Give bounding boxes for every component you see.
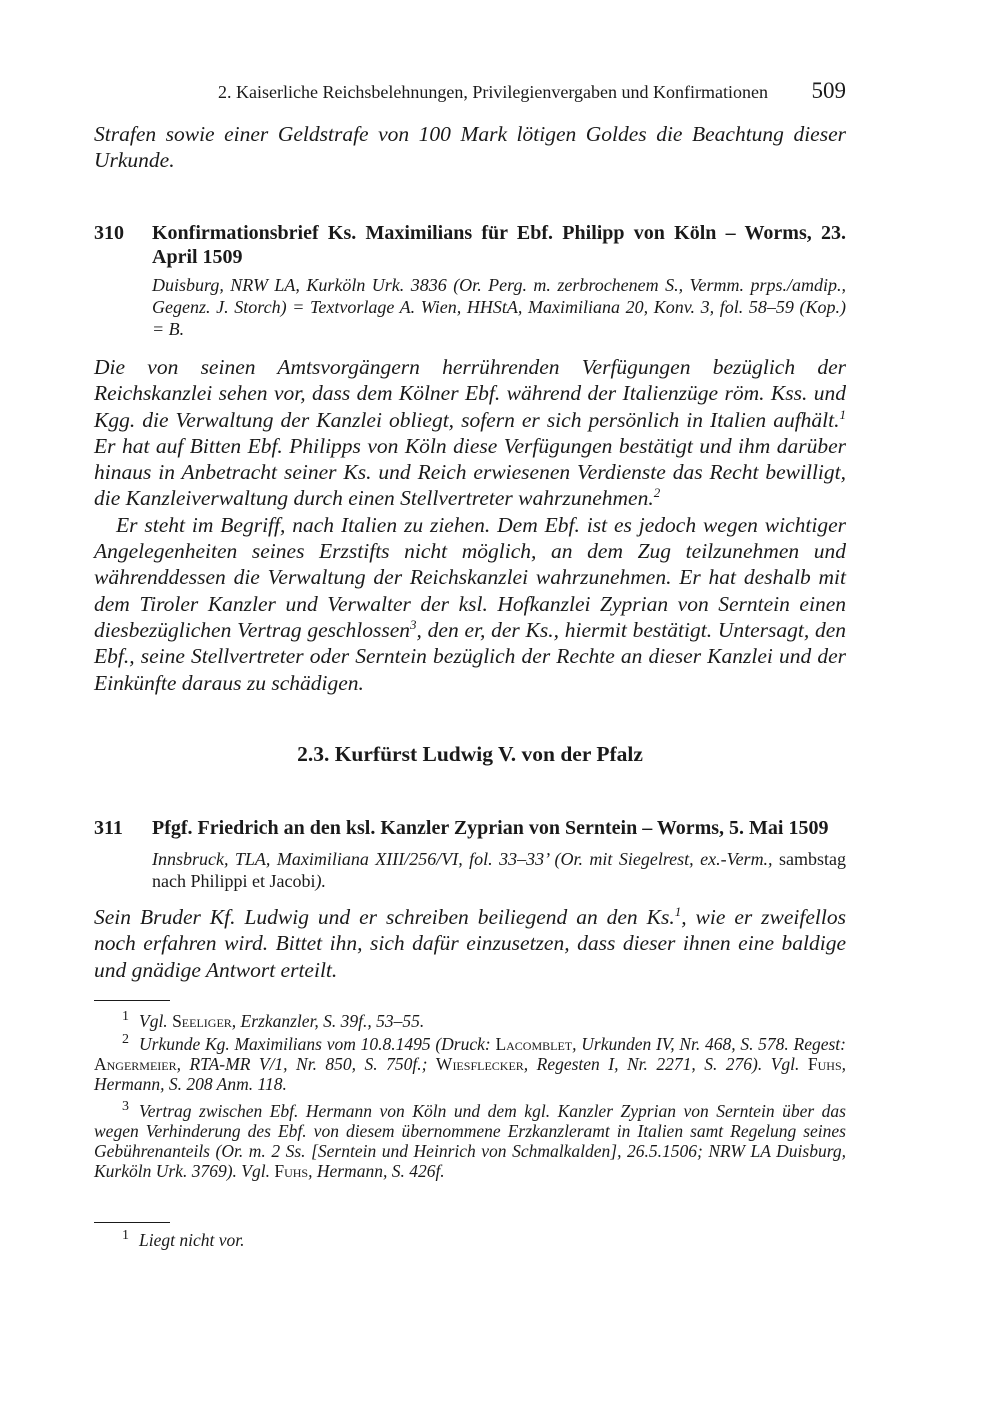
footnote-ref: 1 (674, 903, 682, 919)
running-head: 2. Kaiserliche Reichsbelehnungen, Privilegienvergaben und Konfirmationen (217, 82, 768, 102)
footnote-310-3 (94, 1101, 846, 1181)
footnote-310-1 (94, 1011, 846, 1031)
author-name: Seeliger (172, 1011, 232, 1031)
entry-310-body (94, 354, 846, 696)
footnote-text: , Hermann, S. 208 Anm. 118. (94, 1054, 846, 1094)
entry-311-body (94, 904, 846, 983)
entry-310-heading (94, 221, 846, 271)
source-text: Innsbruck, TLA, Maximiliana XIII/256/VI, fol. 33–33’ (Or. mit Siegelrest, ex.-Verm., (152, 849, 779, 869)
author-name: Fuhs (274, 1161, 309, 1181)
footnote-310-2 (94, 1034, 846, 1094)
entry-311-heading (94, 816, 846, 842)
entry-number: 310 (94, 222, 124, 244)
footnote-311-1 (94, 1230, 846, 1250)
section-heading: 2.3. Kurfürst Ludwig V. von der Pfalz (297, 742, 643, 766)
footnote-ref: 2 (653, 485, 661, 501)
continuation-paragraph: Strafen sowie einer Geldstrafe von 100 Mark lötigen Goldes die Beachtung dieser Urkunde. (94, 122, 846, 173)
paragraph-text: Er steht im Begriff, nach Italien zu ziehen. Dem Ebf. ist es jedoch wegen wichtiger Angelegenheiten seines Erzstifts nicht möglich, an dem Zug teilzunehmen und währenddessen die Verwaltung der Reichskanzlei wahrzunehmen. Er hat deshalb mit dem Tiroler Kanzler und Verwalter der ksl. Hofkanzlei Zyprian von Serntein einen diesbezüglichen Vertrag geschlossen (94, 512, 846, 642)
footnote-divider (94, 1000, 170, 1001)
entry-311-source (152, 848, 846, 892)
footnote-text: , Regesten I, Nr. 2271, S. 276). Vgl. (523, 1054, 808, 1074)
author-name: Fuhs (807, 1054, 842, 1074)
footnote-number: 1 (122, 1228, 129, 1244)
author-name: Lacomblet (495, 1034, 573, 1054)
entry-310-paragraph-1 (94, 354, 846, 512)
document-page (94, 0, 846, 1418)
page-header (94, 78, 846, 108)
footnote-ref: 3 (410, 616, 417, 632)
entry-title: Konfirmationsbrief Ks. Maximilians für Ebf. Philipp von Köln – Worms, 23. April 1509 (152, 222, 846, 268)
continuation-text (94, 121, 846, 174)
footnote-ref: 1 (839, 406, 846, 422)
footnote-text: , Hermann, S. 426f. (308, 1161, 445, 1181)
footnote-divider (94, 1222, 170, 1223)
footnote-text: Vgl. (139, 1011, 173, 1031)
source-date-quote: sambstag nach Philippi et Jacobi (152, 849, 846, 891)
paragraph-text: , den er, der Ks., hiermit bestätigt. Untersagt, den Ebf., seine Stellvertreter oder Serntein bezüglich der Rechte an dieser Kanzlei und der Einkünfte daraus zu schädigen. (94, 617, 846, 695)
page-number: 509 (811, 78, 846, 103)
footnote-number: 3 (122, 1099, 129, 1115)
footnote-text: , Erzkanzler, S. 39f., 53–55. (231, 1011, 425, 1031)
paragraph-text: , wie er zweifellos noch erfahren wird. Bittet ihn, sich dafür einzusetzen, dass dieser ihnen eine baldige und gnädige Antwort erteilt. (94, 905, 846, 982)
entry-number: 311 (94, 817, 123, 839)
entry-310-source: Duisburg, NRW LA, Kurköln Urk. 3836 (Or. Perg. m. zerbrochenem S., Vermm. prps./amdip., Gegenz. J. Storch) = Textvorlage A. Wien, HHStA, Maximiliana 20, Konv. 3, fol. 58–59 (Kop.) = B. (152, 275, 846, 339)
footnote-text: , Urkunden IV, Nr. 468, S. 578. Regest: (572, 1034, 846, 1054)
footnote-text: Urkunde Kg. Maximilians vom 10.8.1495 (Druck: (139, 1034, 496, 1054)
author-name: Wiesflecker (435, 1054, 524, 1074)
entry-311-paragraph (94, 904, 846, 983)
footnote-number: 2 (122, 1032, 129, 1048)
footnote-text: , RTA-MR V/1, Nr. 850, S. 750f.; (176, 1054, 436, 1074)
footnote-text: Vertrag zwischen Ebf. Hermann von Köln und dem kgl. Kanzler Zyprian von Serntein über das wegen Verhinderung des Ebf. von diesem übernommene Erzkanzleramt in Italien samt Regelung seines Gebührenanteils (Or. m. 2 Ss. [Serntein und Heinrich von Schmalkalden], 26.5.1506; NRW LA Duisburg, Kurköln Urk. 3769). Vgl. (94, 1101, 846, 1181)
entry-310-paragraph-2 (94, 512, 846, 696)
source-text: ). (315, 871, 326, 891)
author-name: Angermeier (94, 1054, 177, 1074)
paragraph-text: Die von seinen Amtsvorgängern herrührenden Verfügungen bezüglich der Reichskanzlei sehen vor, dass dem Kölner Ebf. während der Italienzüge röm. Kss. und Kgg. die Verwaltung der Kanzlei obliegt, sofern er sich persönlich in Italien aufhält. (94, 355, 846, 432)
entry-title: Pfgf. Friedrich an den ksl. Kanzler Zyprian von Serntein – Worms, 5. Mai 1509 (152, 817, 829, 839)
paragraph-text: Er hat auf Bitten Ebf. Philipps von Köln diese Verfügungen bestätigt und ihm darüber hinaus in Anbetracht seiner Ks. und Reich erwiesenen Verdienste das Recht bewilligt, die Kanzleiverwaltung durch einen Stellvertreter wahrzunehmen. (94, 433, 846, 511)
footnote-number: 1 (122, 1009, 129, 1025)
paragraph-text: Sein Bruder Kf. Ludwig und er schreiben beiliegend an den Ks. (94, 905, 675, 929)
footnote-text: Liegt nicht vor. (139, 1230, 245, 1250)
